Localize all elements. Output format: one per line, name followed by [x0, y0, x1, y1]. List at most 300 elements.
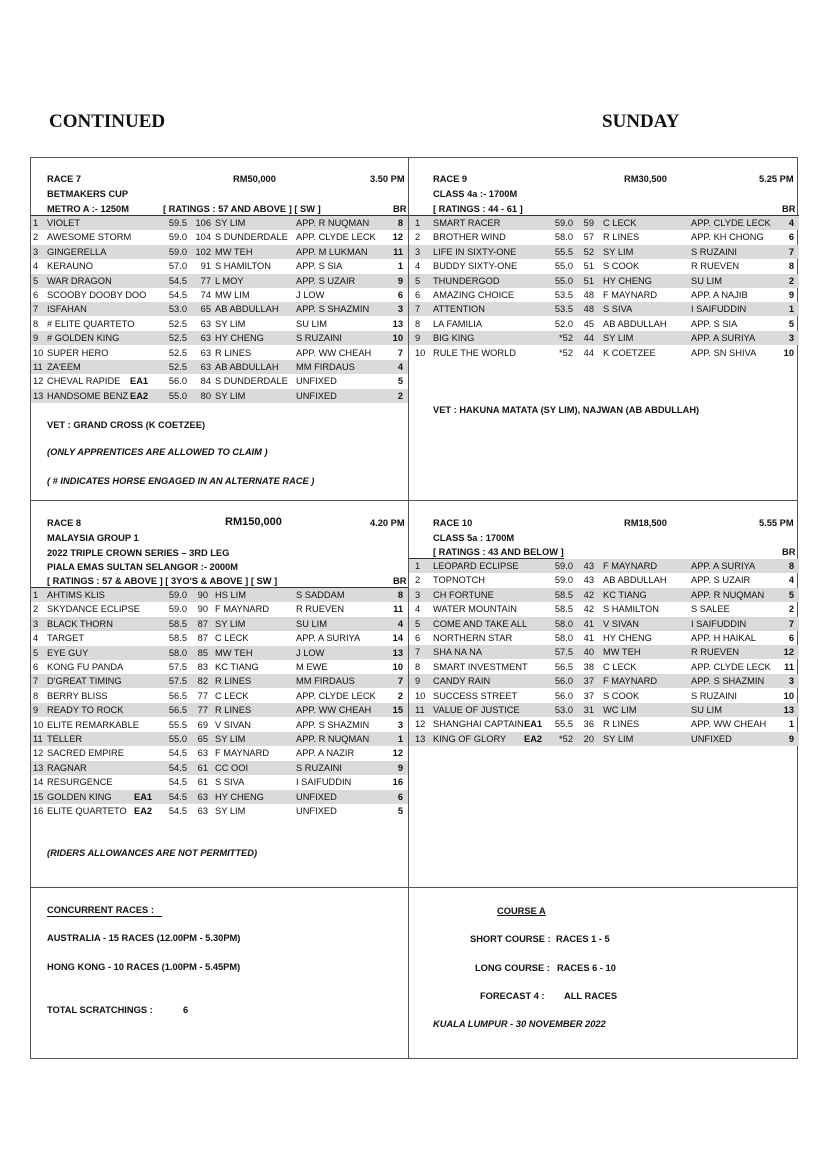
horse-name: BUDDY SIXTY-ONE [433, 261, 518, 272]
trainer-name: S HAMILTON [603, 604, 659, 615]
barrier-number: 8 [397, 590, 403, 600]
table-row [409, 660, 799, 674]
barrier-number: 4 [788, 575, 794, 586]
horse-name: LIFE IN SIXTY-ONE [433, 246, 517, 257]
table-row [409, 717, 799, 731]
horse-name: HANDSOME BENZ [47, 390, 129, 401]
horse-name: ELITE REMARKABLE [47, 719, 139, 730]
jockey-name: MM FIRDAUS [296, 676, 355, 687]
rating: 87 [197, 618, 208, 629]
rating: 63 [197, 806, 208, 816]
jockey-name: MM FIRDAUS [296, 362, 355, 372]
table-row [31, 588, 408, 602]
weight: 59.0 [168, 232, 187, 243]
trainer-name: SY LIM [215, 734, 246, 744]
horse-name: BLACK THORN [47, 618, 113, 629]
table-row [409, 645, 799, 659]
table-row [31, 602, 408, 616]
trainer-name: SY LIM [215, 218, 246, 228]
horse-name: KERAUNO [47, 261, 93, 272]
barrier-number: 7 [788, 246, 794, 257]
weight: 55.5 [554, 246, 573, 257]
barrier-number: 5 [397, 806, 403, 816]
racecard-grid [30, 157, 798, 1059]
horse-name: VALUE OF JUSTICE [433, 705, 520, 715]
horse-name: SACRED EMPIRE [47, 748, 124, 759]
barrier-number: 6 [397, 290, 403, 300]
horse-name: LA FAMILIA [433, 318, 483, 329]
horse-name: ISFAHAN [47, 304, 87, 315]
table-row [31, 317, 408, 331]
rating: 87 [197, 633, 208, 644]
weight: 58.5 [554, 589, 573, 600]
entry-number: 7 [415, 304, 421, 315]
entry-number: 10 [415, 347, 426, 358]
jockey-name: APP. WW CHEAH [691, 719, 767, 730]
entry-number: 5 [33, 647, 39, 658]
race7-time: 3.50 PM [370, 174, 405, 184]
concurrent-title: CONCURRENT RACES : [47, 905, 154, 915]
rating: 36 [583, 719, 594, 730]
barrier-number: 3 [397, 304, 403, 315]
trainer-name: L MOY [215, 275, 244, 286]
race7-name: BETMAKERS CUP [47, 189, 129, 199]
barrier-number: 14 [392, 633, 403, 644]
horse-name: SKYDANCE ECLIPSE [47, 604, 141, 615]
forecast-value: ALL RACES [564, 991, 618, 1001]
rating: 41 [583, 618, 594, 629]
rating: 77 [197, 690, 208, 701]
rating: 106 [195, 218, 211, 228]
weight: 55.0 [168, 390, 187, 401]
race7-br-header: BR [393, 204, 407, 214]
rating: 43 [583, 561, 594, 571]
barrier-number: 2 [397, 390, 403, 401]
trainer-name: R LINES [603, 232, 640, 243]
weight: *52 [559, 347, 573, 358]
race8-panel [31, 501, 408, 887]
rating: 91 [200, 261, 211, 272]
emergency-acceptor-tag: EA2 [134, 806, 153, 816]
race10-panel [409, 501, 799, 887]
trainer-name: HS LIM [215, 590, 246, 600]
table-row [31, 746, 408, 760]
entry-number: 11 [33, 734, 43, 744]
weight: 54.5 [168, 806, 187, 816]
rating: 20 [583, 733, 594, 744]
rating: 84 [200, 376, 211, 387]
trainer-name: C LECK [603, 218, 637, 228]
rating: 42 [583, 604, 594, 615]
barrier-number: 4 [397, 618, 403, 629]
trainer-name: V SIVAN [215, 719, 251, 730]
trainer-name: SY LIM [215, 318, 246, 329]
emergency-acceptor-tag: EA2 [524, 733, 543, 744]
horse-name: # ELITE QUARTETO [47, 318, 135, 329]
trainer-name: F MAYNARD [603, 561, 658, 571]
barrier-number: 12 [783, 647, 794, 658]
weight: 58.5 [554, 604, 573, 615]
barrier-number: 2 [788, 604, 794, 615]
barrier-number: 3 [788, 333, 794, 344]
race8-note: (RIDERS ALLOWANCES ARE NOT PERMITTED) [47, 848, 258, 858]
rating: 104 [195, 232, 211, 243]
trainer-name: C LECK [603, 661, 637, 672]
race7-title: RACE 7 [47, 174, 82, 184]
entry-number: 2 [33, 604, 39, 615]
rating: 69 [197, 719, 208, 730]
horse-name: BERRY BLISS [47, 690, 108, 701]
jockey-name: APP. WW CHEAH [296, 705, 372, 716]
trainer-name: R LINES [215, 676, 252, 687]
barrier-number: 2 [397, 690, 403, 701]
rating: 51 [583, 275, 594, 286]
barrier-number: 5 [788, 589, 794, 600]
rating: 59 [583, 218, 594, 228]
entry-number: 13 [33, 390, 44, 401]
rating: 52 [583, 246, 594, 257]
jockey-name: S RUZAINI [296, 333, 342, 344]
entry-number: 3 [415, 589, 421, 600]
weight: 55.5 [168, 719, 187, 730]
horse-name: ATTENTION [433, 304, 485, 315]
rating: 90 [197, 604, 208, 615]
table-row [409, 259, 799, 273]
horse-name: READY TO ROCK [47, 705, 124, 716]
barrier-number: 9 [788, 290, 794, 300]
course-place-date: KUALA LUMPUR - 30 NOVEMBER 2022 [433, 1019, 606, 1029]
emergency-acceptor-tag: EA1 [130, 376, 149, 387]
trainer-name: F MAYNARD [603, 290, 658, 300]
barrier-number: 1 [788, 719, 794, 730]
trainer-name: S SIVA [603, 304, 633, 315]
rating: 90 [197, 590, 208, 600]
jockey-name: I SAIFUDDIN [296, 777, 352, 788]
barrier-number: 11 [393, 246, 403, 257]
weight: 55.5 [554, 719, 573, 730]
trainer-name: S DUNDERDALE [215, 232, 288, 243]
scratchings-label: TOTAL SCRATCHINGS : [47, 1005, 153, 1015]
horse-name: NORTHERN STAR [433, 633, 513, 643]
rating: 65 [197, 734, 208, 744]
horse-name: BIG KING [433, 333, 475, 344]
horse-name: GOLDEN KING [47, 791, 112, 802]
trainer-name: SY LIM [603, 333, 634, 344]
race9-vet: VET : HAKUNA MATATA (SY LIM), NAJWAN (AB ABDULLAH) [433, 405, 700, 415]
race10-time: 5.55 PM [759, 518, 794, 528]
entry-number: 9 [415, 333, 421, 344]
barrier-number: 3 [397, 719, 403, 730]
jockey-name: APP. A SURIYA [691, 561, 756, 571]
table-row [409, 216, 799, 230]
trainer-name: S DUNDERDALE [215, 376, 288, 387]
table-row [409, 703, 799, 717]
jockey-name: UNFIXED [296, 806, 337, 816]
weight: 56.0 [168, 376, 187, 387]
barrier-number: 13 [392, 647, 403, 658]
rating: 63 [200, 362, 211, 372]
weight: 59.0 [554, 575, 573, 586]
entry-number: 16 [33, 806, 44, 816]
entry-number: 14 [33, 777, 44, 788]
barrier-number: 8 [788, 561, 794, 571]
entry-number: 4 [33, 261, 39, 272]
table-row [409, 230, 799, 244]
barrier-number: 11 [393, 604, 403, 615]
jockey-name: APP. SN SHIVA [691, 347, 757, 358]
barrier-number: 15 [392, 705, 403, 716]
long-course-label: LONG COURSE : [475, 963, 550, 973]
horse-name: # GOLDEN KING [47, 333, 120, 344]
table-row [31, 732, 408, 746]
race10-title: RACE 10 [433, 518, 473, 528]
horse-name: COME AND TAKE ALL [433, 618, 528, 629]
weight: 59.5 [168, 218, 187, 228]
horse-name: RULE THE WORLD [433, 347, 516, 358]
jockey-name: S RUZAINI [296, 762, 342, 773]
table-row [31, 761, 408, 775]
table-row [31, 274, 408, 288]
entry-number: 1 [415, 218, 421, 228]
entry-number: 11 [415, 705, 425, 715]
trainer-name: F MAYNARD [215, 604, 270, 615]
rating: 31 [583, 705, 594, 715]
rating: 74 [200, 290, 211, 300]
weight: 59.0 [168, 246, 187, 257]
trainer-name: R LINES [215, 347, 252, 358]
rating: 77 [197, 705, 208, 716]
rating: 82 [197, 676, 208, 687]
weight: 59.0 [168, 604, 187, 615]
weight: 59.0 [554, 561, 573, 571]
entry-number: 8 [415, 318, 421, 329]
horse-name: SMART INVESTMENT [433, 661, 528, 672]
horse-name: TELLER [47, 734, 83, 744]
horse-name: TOPNOTCH [433, 575, 485, 586]
jockey-name: APP. S SHAZMIN [296, 304, 370, 315]
jockey-name: M EWE [296, 662, 328, 672]
race8-class: PIALA EMAS SULTAN SELANGOR :- 2000M [47, 562, 238, 572]
jockey-name: APP. WW CHEAH [296, 347, 372, 358]
trainer-name: R LINES [603, 719, 640, 730]
trainer-name: HY CHENG [603, 275, 652, 286]
entry-number: 9 [415, 676, 421, 687]
jockey-name: APP. A NAZIR [296, 748, 355, 759]
race9-class: CLASS 4a :- 1700M [433, 189, 518, 199]
table-row [31, 660, 408, 674]
weight: 56.0 [554, 690, 573, 701]
horse-name: AHTIMS KLIS [47, 590, 105, 600]
rating: 37 [583, 690, 594, 701]
concurrent-hongkong: HONG KONG - 10 RACES (1.00PM - 5.45PM) [47, 962, 241, 972]
jockey-name: UNFIXED [296, 376, 337, 387]
horse-name: GINGERELLA [47, 246, 107, 257]
rating: 63 [197, 748, 208, 759]
horse-name: ELITE QUARTETO [47, 806, 127, 816]
horse-name: LEOPARD ECLIPSE [433, 561, 519, 571]
entry-number: 2 [415, 232, 421, 243]
trainer-name: AB ABDULLAH [603, 318, 667, 329]
barrier-number: 10 [783, 347, 794, 358]
barrier-number: 6 [788, 633, 794, 643]
barrier-number: 13 [783, 705, 794, 715]
table-row [31, 259, 408, 273]
trainer-name: WC LIM [603, 705, 637, 715]
trainer-name: C LECK [215, 633, 249, 644]
concurrent-australia: AUSTRALIA - 15 RACES (12.00PM - 5.30PM) [47, 933, 241, 943]
trainer-name: V SIVAN [603, 618, 639, 629]
weight: 55.0 [168, 734, 187, 744]
table-row [409, 288, 799, 302]
barrier-number: 12 [392, 748, 403, 759]
table-row [409, 559, 799, 573]
table-row [409, 689, 799, 703]
entry-number: 15 [33, 791, 44, 802]
rating: 43 [583, 575, 594, 586]
weight: 53.5 [554, 304, 573, 315]
entry-number: 7 [415, 647, 421, 658]
barrier-number: 7 [397, 347, 403, 358]
jockey-name: APP. S UZAIR [691, 575, 751, 586]
entry-number: 5 [33, 275, 39, 286]
weight: 58.5 [168, 618, 187, 629]
trainer-name: HY CHENG [603, 633, 652, 643]
trainer-name: MW LIM [215, 290, 250, 300]
weight: 55.0 [554, 261, 573, 272]
horse-name: SHA NA NA [433, 647, 483, 658]
race8-title: RACE 8 [47, 518, 82, 528]
emergency-acceptor-tag: EA1 [524, 719, 543, 730]
race8-prize: RM150,000 [225, 516, 282, 528]
trainer-name: S HAMILTON [215, 261, 271, 272]
horse-name: RAGNAR [47, 762, 87, 773]
barrier-number: 9 [397, 275, 403, 286]
weight: 54.5 [168, 290, 187, 300]
table-row [409, 302, 799, 316]
scratchings-value: 6 [183, 1005, 189, 1015]
entry-number: 11 [33, 362, 43, 372]
jockey-name: APP. A SURIYA [296, 633, 361, 644]
long-course-value: RACES 6 - 10 [557, 963, 616, 973]
entry-number: 12 [33, 376, 44, 387]
entry-number: 8 [33, 318, 39, 329]
rating: 80 [200, 390, 211, 401]
table-row [31, 646, 408, 660]
weight: 57.5 [168, 662, 187, 672]
barrier-number: 1 [397, 734, 403, 744]
emergency-acceptor-tag: EA2 [130, 390, 149, 401]
entry-number: 7 [33, 676, 39, 687]
weight: 52.5 [168, 362, 187, 372]
rating: 77 [200, 275, 211, 286]
barrier-number: 6 [788, 232, 794, 243]
rating: 44 [583, 333, 594, 344]
jockey-name: APP. CLYDE LECK [691, 218, 771, 228]
table-row [31, 230, 408, 244]
table-row [409, 317, 799, 331]
horse-name: BROTHER WIND [433, 232, 506, 243]
race10-br-header: BR [782, 547, 796, 557]
horse-name: VIOLET [47, 218, 81, 228]
horse-name: WAR DRAGON [47, 275, 112, 286]
jockey-name: APP. H HAIKAL [691, 633, 756, 643]
horse-name: KONG FU PANDA [47, 662, 124, 672]
barrier-number: 10 [392, 662, 403, 672]
table-row [31, 346, 408, 360]
race8-br-header: BR [393, 576, 407, 586]
trainer-name: HY CHENG [215, 333, 264, 344]
trainer-name: S COOK [603, 261, 640, 272]
rating: 37 [583, 676, 594, 687]
rating: 48 [583, 290, 594, 300]
jockey-name: APP. CLYDE LECK [296, 690, 376, 701]
trainer-name: S SIVA [215, 777, 245, 788]
race9-time: 5.25 PM [759, 174, 794, 184]
header-continued: CONTINUED [49, 111, 166, 132]
rating: 63 [197, 791, 208, 802]
entry-number: 13 [415, 733, 426, 744]
barrier-number: 13 [392, 318, 403, 329]
trainer-name: MW TEH [215, 246, 253, 257]
barrier-number: 9 [788, 733, 794, 744]
barrier-number: 1 [397, 261, 403, 272]
weight: 59.0 [554, 218, 573, 228]
table-row [31, 245, 408, 259]
weight: 54.5 [168, 762, 187, 773]
trainer-name: K COETZEE [603, 347, 656, 358]
weight: 56.5 [168, 705, 187, 716]
weight: *52 [559, 333, 573, 344]
barrier-number: 5 [397, 376, 403, 387]
barrier-number: 8 [788, 261, 794, 272]
concurrent-underline [47, 916, 162, 917]
jockey-name: J LOW [296, 647, 325, 658]
barrier-number: 1 [788, 304, 794, 315]
jockey-name: APP. S SIA [691, 318, 738, 329]
trainer-name: AB ABDULLAH [215, 304, 279, 315]
table-row [31, 718, 408, 732]
race7-prize: RM50,000 [233, 174, 276, 184]
entry-number: 5 [415, 275, 421, 286]
table-row [31, 631, 408, 645]
weight: 53.0 [554, 705, 573, 715]
trainer-name: SY LIM [603, 246, 634, 257]
barrier-number: 6 [397, 791, 403, 802]
race9-panel [409, 158, 799, 500]
entry-number: 8 [415, 661, 421, 672]
trainer-name: F MAYNARD [603, 676, 658, 687]
rating: 102 [195, 246, 211, 257]
table-row [409, 617, 799, 631]
table-row [409, 274, 799, 288]
entry-number: 2 [33, 232, 39, 243]
entry-number: 5 [415, 618, 421, 629]
short-course-value: RACES 1 - 5 [556, 934, 610, 944]
horse-name: AMAZING CHOICE [433, 290, 515, 300]
table-row [31, 216, 408, 230]
barrier-number: 7 [788, 618, 794, 629]
table-row [409, 732, 799, 746]
table-row [409, 346, 799, 360]
trainer-name: AB ABDULLAH [215, 362, 279, 372]
trainer-name: F MAYNARD [215, 748, 270, 759]
entry-number: 8 [33, 690, 39, 701]
race7-ratings: [ RATINGS : 57 AND ABOVE ] [ SW ] [163, 204, 321, 214]
rating: 65 [200, 304, 211, 315]
table-row [409, 245, 799, 259]
entry-number: 6 [415, 633, 421, 643]
entry-number: 10 [33, 719, 44, 730]
